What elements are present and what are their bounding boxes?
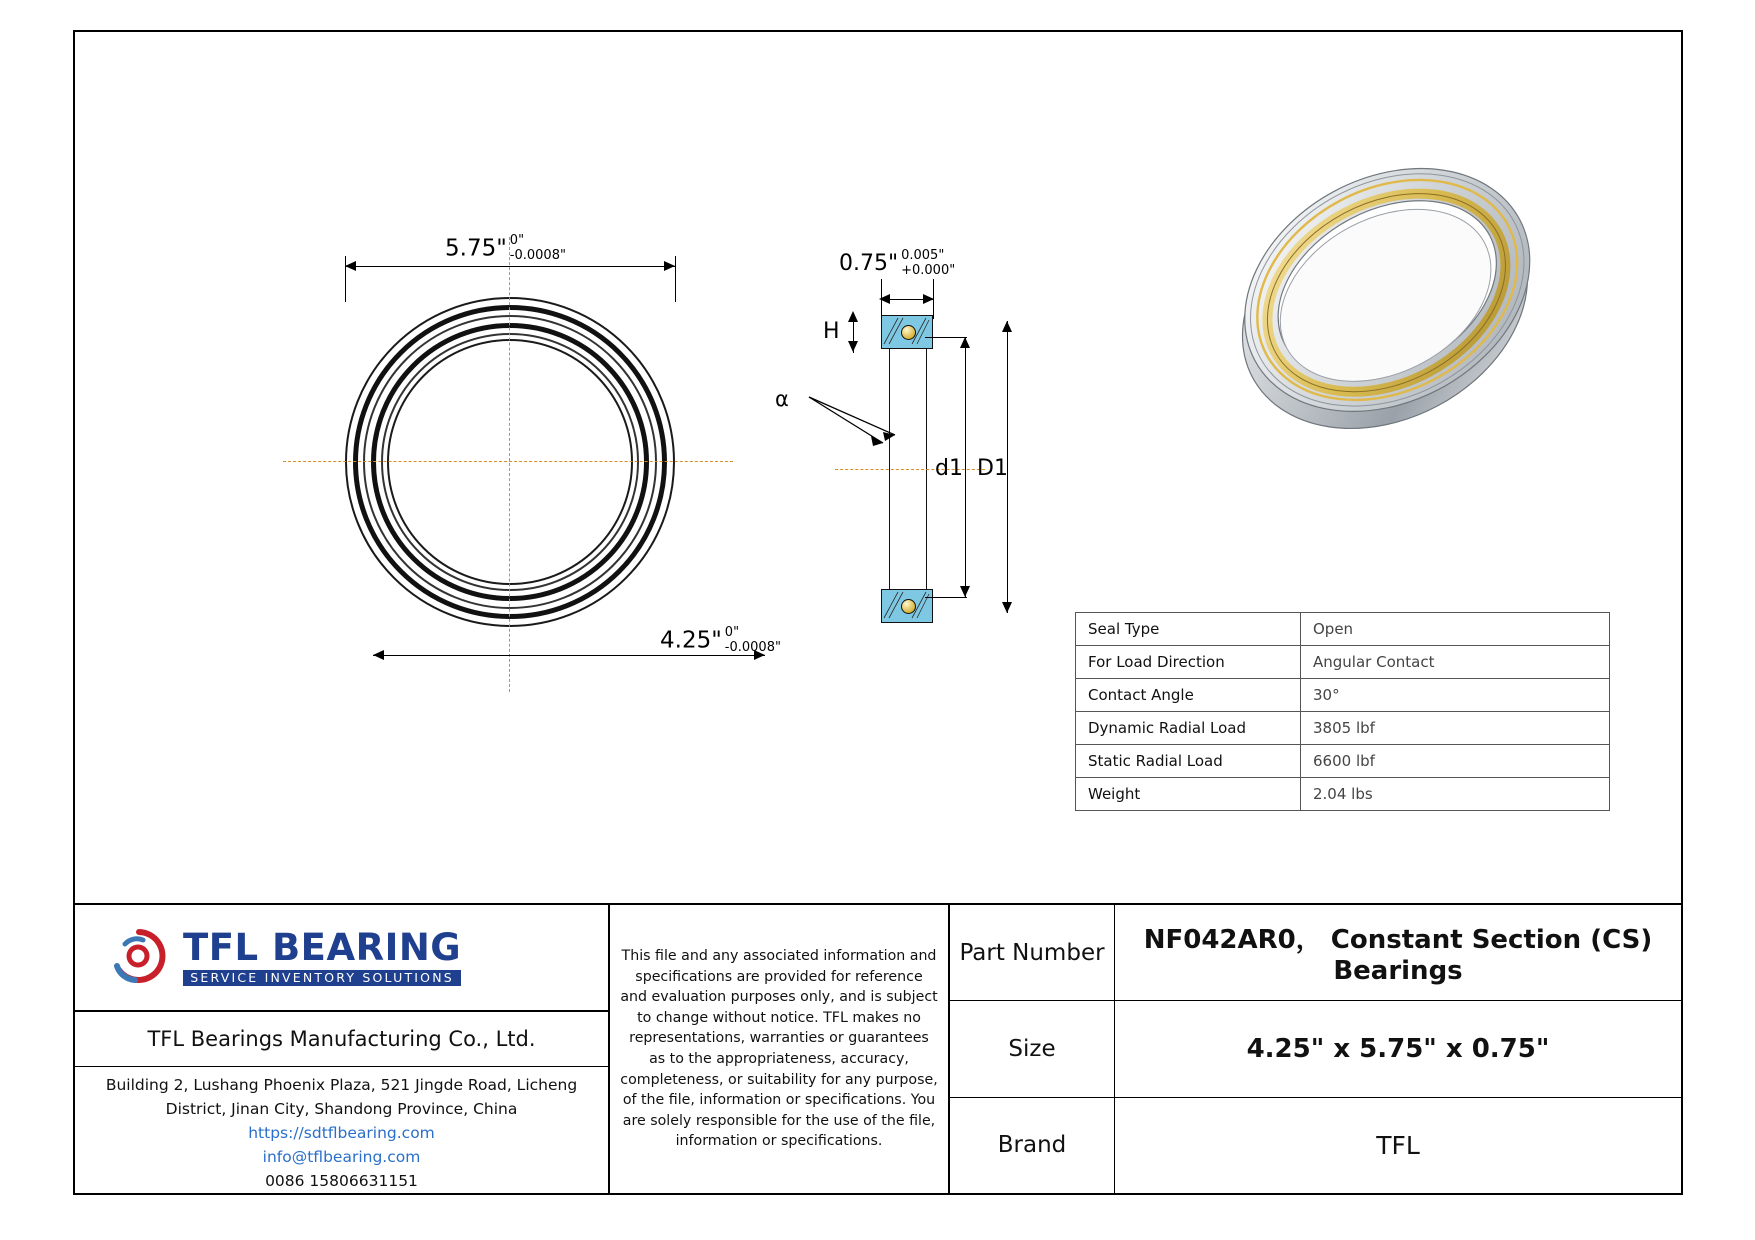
width-tol-lower: +0.000" [901, 262, 956, 278]
od-arrow-right [664, 261, 675, 271]
od-dimension-line [345, 266, 675, 267]
D1-arrow-down [1002, 602, 1012, 613]
spec-key: Dynamic Radial Load [1076, 712, 1301, 745]
table-row [1076, 679, 1610, 712]
id-arrow-left [373, 650, 384, 660]
alpha-label: α [775, 387, 789, 411]
D1-arrow-up [1002, 321, 1012, 332]
d1-ext-bottom [925, 597, 967, 598]
company-contact [75, 1067, 608, 1193]
d1-arrow-down [960, 586, 970, 597]
d1-arrow-up [960, 337, 970, 348]
address-line-1: Building 2, Lushang Phoenix Plaza, 521 Jingde Road, Licheng [105, 1075, 578, 1094]
width-arrow-left [879, 294, 890, 304]
logo-text [183, 925, 462, 987]
spec-value: Open [1301, 613, 1610, 646]
tfl-logo-icon [105, 926, 171, 988]
h-arrow-down [848, 341, 858, 352]
section-race-bottom [881, 589, 933, 623]
d1-label: d1 [935, 456, 963, 481]
spec-value: 2.04 lbs [1301, 778, 1610, 811]
centerline-horizontal [283, 461, 733, 462]
brand-value: TFL [1376, 1130, 1420, 1160]
od-ext-line-right [675, 256, 676, 302]
d1-dimension-line [965, 337, 966, 597]
isometric-bearing-render [1185, 107, 1605, 507]
spec-key: Static Radial Load [1076, 745, 1301, 778]
cross-section-view [775, 237, 1115, 677]
size-value: 4.25" x 5.75" x 0.75" [1246, 1033, 1550, 1064]
id-tol-upper: 0" [724, 625, 740, 640]
size-row [950, 1001, 1681, 1097]
spec-key: For Load Direction [1076, 646, 1301, 679]
od-tol-lower: -0.0008" [509, 247, 566, 263]
id-dimension-text [660, 626, 781, 656]
table-row [1076, 745, 1610, 778]
spec-value: 3805 lbf [1301, 712, 1610, 745]
company-block [75, 905, 610, 1193]
disclaimer-text: This file and any associated information and specifications are provided for reference and evaluation purposes only, and is subject to change without notice. TFL makes no representations, warranties or guarantees as to the appropriateness, accuracy, completeness, or suitability for any purpose, of the file, information or specifications. You are solely responsible for the use of the file, information or specifications. [610, 905, 950, 1193]
D1-label: D1 [977, 456, 1008, 481]
size-label: Size [950, 1001, 1115, 1096]
id-tol-lower: -0.0008" [724, 639, 781, 655]
spec-key: Weight [1076, 778, 1301, 811]
email-link[interactable]: info@tflbearing.com [262, 1147, 421, 1166]
front-view [305, 233, 805, 712]
od-arrow-left [345, 261, 356, 271]
h-arrow-up [848, 311, 858, 322]
od-tol-upper: 0" [509, 233, 525, 248]
ball-top [901, 325, 916, 340]
table-row [1076, 613, 1610, 646]
part-number-row [950, 905, 1681, 1001]
bearing-3d-svg [1185, 107, 1605, 507]
centerline-vertical [509, 237, 510, 692]
spec-value: Angular Contact [1301, 646, 1610, 679]
brand-row [950, 1098, 1681, 1193]
section-race-top [881, 315, 933, 349]
logo-swirl-icon [105, 926, 171, 988]
website-link[interactable]: https://sdtflbearing.com [248, 1123, 435, 1142]
part-number-value: NF042AR0， Constant Section (CS) Bearings [1143, 925, 1653, 987]
title-block [75, 903, 1681, 1193]
table-row [1076, 712, 1610, 745]
width-tol-upper: 0.005" [901, 248, 945, 263]
h-label: H [823, 319, 840, 344]
logo-title: TFL BEARING [183, 925, 462, 969]
drawing-sheet [73, 30, 1683, 1195]
specification-table [1075, 612, 1610, 811]
width-dimension-text [839, 249, 955, 279]
logo-subtitle: SERVICE INVENTORY SOLUTIONS [183, 970, 461, 987]
alpha-leader [795, 387, 945, 477]
company-name: TFL Bearings Manufacturing Co., Ltd. [75, 1012, 608, 1067]
width-value: 0.75" [839, 250, 899, 276]
phone-number: 0086 15806631151 [265, 1171, 418, 1190]
logo-cell [75, 905, 608, 1012]
spec-key: Seal Type [1076, 613, 1301, 646]
spec-key: Contact Angle [1076, 679, 1301, 712]
od-value: 5.75" [445, 235, 507, 262]
part-number-label: Part Number [950, 905, 1115, 1000]
address-line-2: District, Jinan City, Shandong Province, China [165, 1099, 518, 1118]
ball-bottom [901, 599, 916, 614]
width-arrow-right [923, 294, 934, 304]
part-info-block [950, 905, 1681, 1193]
od-dimension-text [445, 234, 566, 264]
id-value: 4.25" [660, 627, 722, 654]
spec-value: 6600 lbf [1301, 745, 1610, 778]
ring-bore-circle [387, 339, 633, 585]
table-row [1076, 646, 1610, 679]
brand-label: Brand [950, 1098, 1115, 1193]
spec-value: 30° [1301, 679, 1610, 712]
table-row [1076, 778, 1610, 811]
